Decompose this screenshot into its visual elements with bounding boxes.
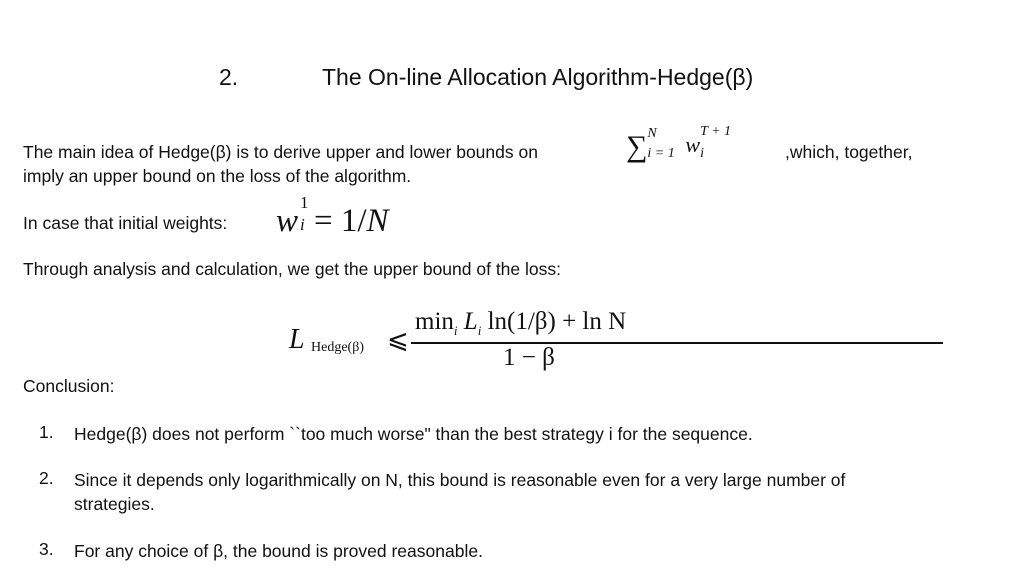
sum-variable: w — [685, 132, 701, 157]
list-item-2-number: 2. — [39, 468, 54, 488]
sum-upper-limit: N — [647, 126, 657, 141]
list-item-3-text: For any choice of β, the bound is proved reasonable. — [74, 541, 483, 561]
list-item-1-number: 1. — [39, 422, 54, 442]
initial-weights-label: In case that initial weights: — [23, 213, 228, 233]
bound-lhs-sub: Hedge(β) — [311, 340, 364, 355]
bound-numerator: $\min_i L_i$ ln(1/β) + ln N — [415, 308, 627, 338]
sum-variable-sub: i — [700, 146, 704, 161]
intro-line-1: The main idea of Hedge(β) is to derive upper and lower bounds on — [23, 142, 538, 162]
init-rhs-var: N — [366, 203, 389, 239]
intro-line-1-end: ,which, together, — [785, 142, 913, 162]
bound-denominator: 1 − β — [503, 344, 555, 371]
title-number: 2. — [219, 64, 239, 90]
init-var: w — [276, 203, 299, 239]
intro-line-2: imply an upper bound on the loss of the algorithm. — [23, 166, 412, 186]
sum-sigma: ∑ — [626, 130, 648, 163]
analysis-text: Through analysis and calculation, we get the upper bound of the loss: — [23, 259, 561, 279]
init-sub: i — [300, 215, 305, 234]
sum-formula — [626, 126, 750, 166]
bound-relation: ⩽ — [387, 325, 409, 354]
list-item-2-text-line-2: strategies. — [74, 494, 155, 514]
page-title: The On-line Allocation Algorithm-Hedge(β) — [322, 64, 754, 90]
initial-weights-formula — [276, 193, 389, 240]
list-item-2-text-line-1: Since it depends only logarithmically on N, this bound is reasonable even for a very large number of — [74, 470, 846, 490]
list-item-3-number: 3. — [39, 539, 54, 559]
init-rhs: = 1/ — [314, 203, 367, 239]
fraction-bar — [411, 342, 943, 344]
sum-lower-limit: i = 1 — [647, 146, 675, 161]
init-sup: 1 — [300, 193, 309, 212]
conclusion-heading: Conclusion: — [23, 376, 115, 396]
bound-lhs: L — [289, 324, 305, 355]
list-item-1-text: Hedge(β) does not perform ``too much worse" than the best strategy i for the sequence. — [74, 424, 753, 444]
sum-variable-sup: T + 1 — [700, 124, 732, 139]
